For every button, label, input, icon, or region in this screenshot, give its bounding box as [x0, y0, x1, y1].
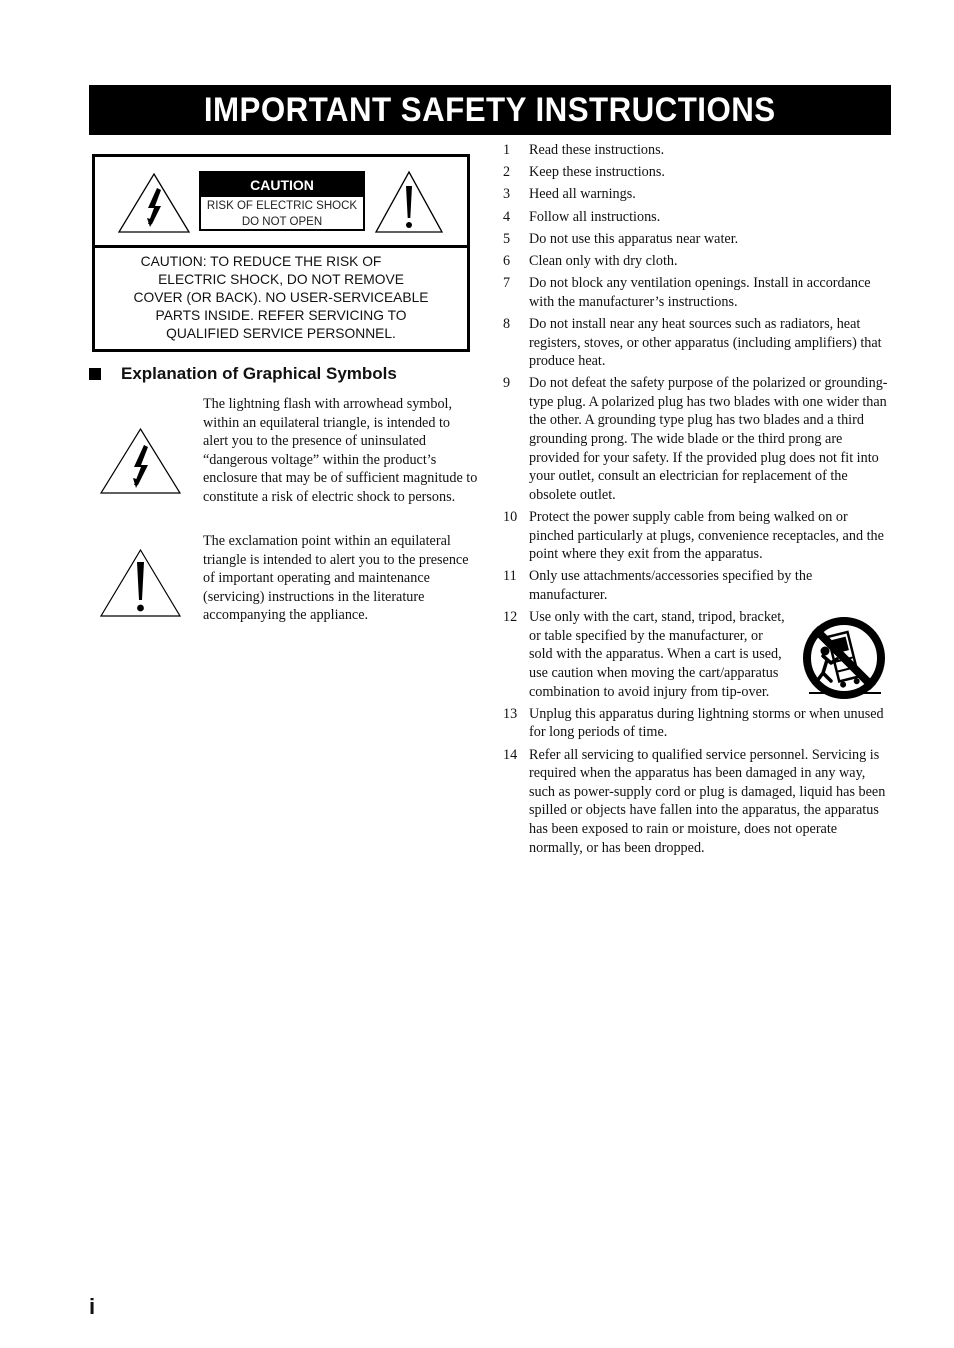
item-text: Keep these instructions. [529, 164, 665, 181]
item-text: Only use attachments/accessories specified by the manufacturer. [529, 568, 813, 603]
item-number: 4 [503, 208, 511, 225]
item-text: Do not defeat the safety purpose of the polarized or grounding-type plug. A polarized plug has two blades with one wider than the other. A grounding type plug has two blades and a third grounding prong. The wide blade or the third prong are provided for your safety. If the provided plug does not fit into your outlet, consult an electrician for replacement of the obsolete outlet. [529, 375, 888, 503]
list-item [503, 208, 893, 227]
list-item [503, 230, 893, 249]
caution-label [199, 171, 365, 231]
caution-box-top [95, 157, 467, 248]
caution-line: ELECTRIC SHOCK, DO NOT REMOVE [158, 272, 404, 287]
exclamation-symbol-explanation: The exclamation point within an equilateral triangle is intended to alert you to the presence of important operating and maintenance (servicing) instructions in the literature accompanying the appliance. [203, 533, 469, 624]
item-text: Do not block any ventilation openings. Install in accordance with the manufacturer’s instructions. [529, 275, 871, 310]
bullet-square-icon [89, 368, 101, 380]
item-number: 14 [503, 746, 518, 763]
lightning-triangle-icon [117, 172, 191, 234]
list-item [503, 746, 893, 858]
item-text: Read these instructions. [529, 142, 665, 158]
cart-tip-over-icon [801, 615, 887, 701]
caution-label-line: RISK OF ELECTRIC SHOCK [206, 200, 358, 212]
caution-line: CAUTION: TO REDUCE THE RISK OF [140, 254, 382, 269]
exclamation-triangle-icon [99, 548, 182, 618]
caution-line: PARTS INSIDE. REFER SERVICING TO [155, 308, 407, 323]
page-title: IMPORTANT SAFETY INSTRUCTIONS [204, 90, 776, 129]
lightning-triangle-icon [99, 427, 182, 495]
caution-label-line: DO NOT OPEN [241, 216, 323, 228]
item-number: 11 [503, 568, 517, 585]
caution-label-sub [201, 197, 363, 230]
list-item [503, 705, 893, 742]
title-bar [89, 85, 891, 135]
item-text: Do not use this apparatus near water. [529, 230, 739, 247]
instructions-list [503, 141, 893, 861]
list-item [503, 141, 893, 160]
item-number: 5 [503, 230, 511, 247]
item-number: 12 [503, 609, 518, 626]
caution-line: COVER (OR BACK). NO USER-SERVICEABLE [133, 290, 429, 305]
item-number: 2 [503, 164, 511, 181]
item-number: 3 [503, 186, 511, 203]
lightning-symbol-explanation: The lightning flash with arrowhead symbol, within an equilateral triangle, is intended to alert you to the presence of uninsulated “dangerous voltage” within the product’s enclosure that may be of sufficient magnitude to constitute a risk of electric shock to persons. [203, 396, 478, 505]
symbols-heading-text: Explanation of Graphical Symbols [121, 364, 397, 383]
list-item [503, 567, 893, 604]
list-item [503, 374, 893, 504]
page-number: i [89, 1294, 96, 1319]
list-item [503, 315, 893, 371]
caution-line: QUALIFIED SERVICE PERSONNEL. [166, 326, 396, 341]
caution-warning-text [95, 253, 467, 343]
exclamation-triangle-icon [374, 170, 444, 234]
list-item [503, 163, 893, 182]
item-number: 10 [503, 509, 518, 526]
item-text: Unplug this apparatus during lightning storms or when unused for long periods of time. [529, 705, 884, 741]
list-item [503, 274, 893, 311]
item-text: Protect the power supply cable from being walked on or pinched particularly at plugs, convenience receptacles, and the point where they exit from the apparatus. [529, 509, 884, 563]
symbols-heading [89, 364, 397, 384]
item-number: 6 [503, 252, 511, 269]
item-text: Follow all instructions. [529, 208, 661, 225]
caution-box [92, 154, 470, 352]
item-text: Heed all warnings. [529, 186, 636, 203]
item-text: Refer all servicing to qualified service personnel. Servicing is required when the apparatus has been damaged in any way, such as power-supply cord or plug is damaged, liquid has been spilled or objects have fallen into the apparatus, the apparatus has been exposed to rain or moisture, does not operate normally, or has been dropped. [529, 746, 886, 856]
item-number: 8 [503, 315, 511, 332]
list-item [503, 185, 893, 204]
list-item [503, 508, 893, 564]
item-number: 13 [503, 705, 518, 722]
item-text: Use only with the cart, stand, tripod, bracket, or table specified by the manufacturer, or sold with the apparatus. When a cart is used, use caution when moving the cart/apparatus combination to avoid injury from tip-over. [529, 609, 785, 700]
caution-label-heading: CAUTION [201, 173, 363, 197]
item-text: Do not install near any heat sources such as radiators, heat registers, stoves, or other apparatus (including amplifiers) that produce heat. [529, 315, 882, 370]
item-number: 9 [503, 375, 511, 392]
item-number: 1 [503, 142, 511, 158]
item-text: Clean only with dry cloth. [529, 252, 678, 269]
item-number: 7 [503, 275, 511, 292]
list-item [503, 252, 893, 271]
